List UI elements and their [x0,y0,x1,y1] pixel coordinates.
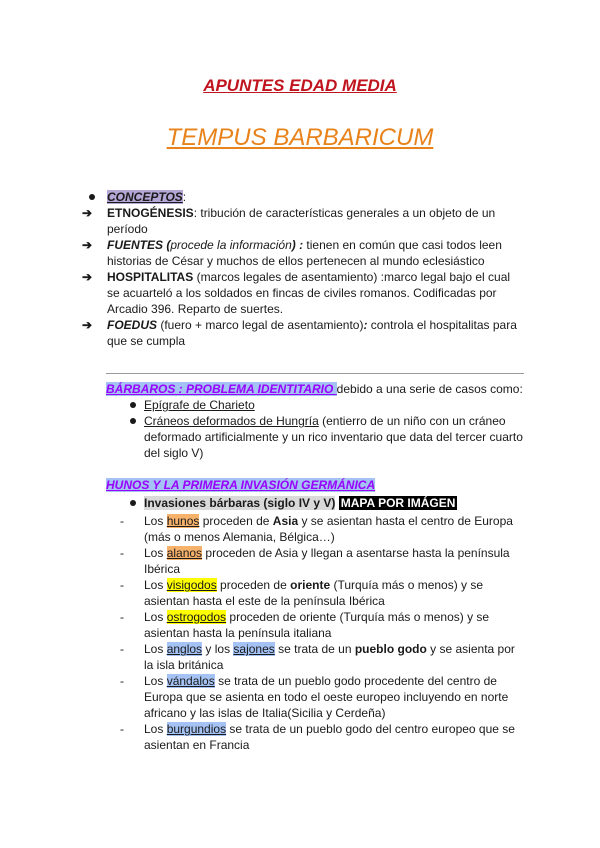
dash-icon: - [120,578,124,592]
people-name: anglos [166,642,203,656]
barbaros-heading-row: BÁRBAROS : PROBLEMA IDENTITARIO debido a una serie de casos como: [106,382,523,396]
barbaros-section [106,381,526,461]
people-item: - Los hunos proceden de Asia y se asientan hasta el centro de Europa (más o menos Alemania, Bélgica…) [120,514,513,544]
bullet-icon [130,500,136,506]
arrow-icon: ➔ [82,318,93,332]
main-title: APUNTES EDAD MEDIA [203,76,397,95]
arrow-icon: ➔ [82,270,93,284]
concepts-heading: CONCEPTOS [107,190,183,204]
people-name: alanos [166,546,203,560]
concept-item: ➔ ETNOGÉNESIS: tribución de características generales a un objeto de un período [82,206,496,236]
dash-icon: - [120,674,124,688]
people-name: hunos [166,514,200,528]
hunos-heading-row [106,477,526,493]
dash-icon: - [120,642,124,656]
people-item: - Los alanos proceden de Asia y llegan a asentarse hasta la península Ibérica [120,546,510,576]
dash-icon: - [120,722,124,736]
concept-item: ➔ FOEDUS (fuero + marco legal de asentamiento): controla el hospitalitas para que se cumpla [82,318,517,348]
people-name: visigodos [166,578,217,592]
people-name: sajones [233,642,275,656]
people-name: burgundios [166,722,227,736]
people-name: vándalos [166,674,215,688]
dash-icon: - [120,514,124,528]
concepts-section [82,189,522,349]
people-item: - Los visigodos proceden de oriente (Turquía más o menos) y se asientan hasta el este de la península Ibérica [120,578,484,608]
dash-icon: - [120,546,124,560]
concept-item: ➔ HOSPITALITAS (marcos legales de asentamiento) :marco legal bajo el cual se acuarteló a los soldados en fincas de civiles romanos. Codificadas por Arcadio 396. Reparto de suertes. [82,270,511,316]
case-item [106,397,526,413]
arrow-icon: ➔ [82,206,93,220]
concept-item: ➔ FUENTES (procede la información) : tienen en común que casi todos leen historias de César y muchos de ellos pertenecen al mundo eclesiástico [82,238,502,268]
people-item: - Los vándalos se trata de un pueblo godo procedente del centro de Europa que se asienta en todo el oeste europeo incluyendo en norte africano y las islas de Italia(Sicilia y Cerdeña) [120,674,509,720]
people-name: ostrogodos [166,610,227,624]
subtitle: TEMPUS BARBARICUM [166,124,434,151]
concepts-heading-row: CONCEPTOS: [82,189,522,205]
case-item: Cráneos deformados de Hungría (entierro de un niño con un cráneo deformado artificialmente y un rico inventario que data del tercer cuarto del siglo V) [106,413,526,461]
people-item: - Los ostrogodos proceden de oriente (Turquía más o menos) y se asientan hasta la península italiana [120,610,490,640]
invasiones-item: Invasiones bárbaras (siglo IV y V) MAPA POR IMÁGEN [106,495,526,511]
hunos-heading[interactable]: HUNOS Y LA PRIMERA INVASIÓN GERMÁNICA [106,478,376,492]
people-item: - Los anglos y los sajones se trata de un pueblo godo y se asienta por la isla británica [120,642,515,672]
map-badge: MAPA POR IMÁGEN [340,496,456,510]
arrow-icon: ➔ [82,238,93,252]
bullet-icon [130,418,136,424]
barbaros-heading[interactable]: BÁRBAROS : PROBLEMA IDENTITARIO [106,382,337,396]
divider [106,373,524,374]
bullet-icon [130,402,136,408]
dash-icon: - [120,610,124,624]
hunos-section [106,477,526,753]
case-label[interactable]: Epígrafe de Charieto [144,398,255,412]
case-label[interactable]: Cráneos deformados de Hungría [144,414,319,428]
people-item: - Los burgundios se trata de un pueblo godo del centro europeo que se asientan en Francia [120,722,515,752]
